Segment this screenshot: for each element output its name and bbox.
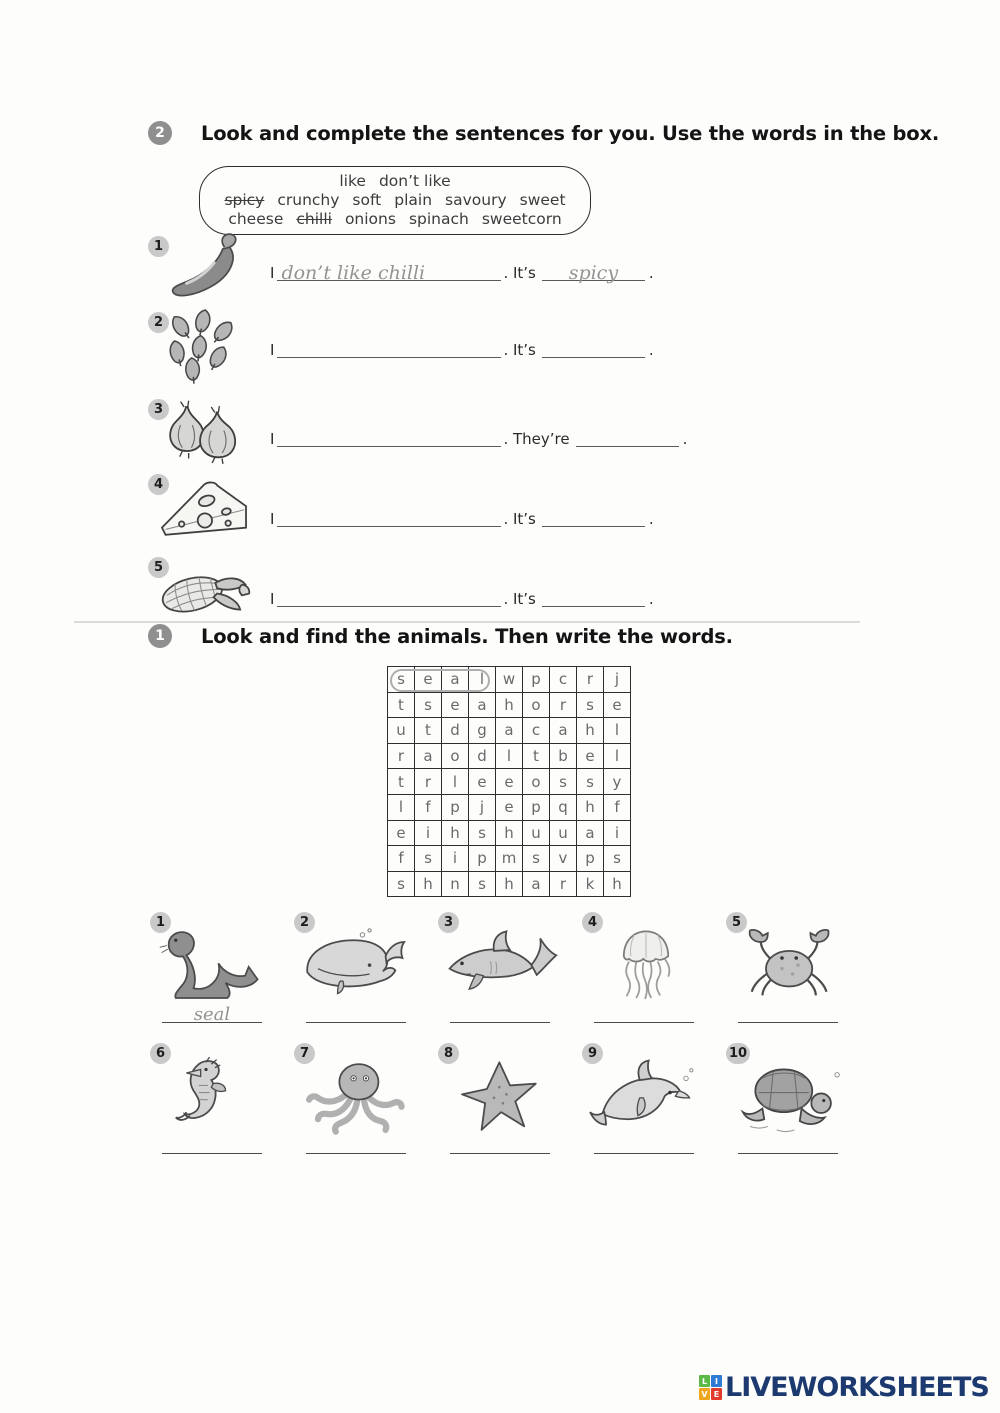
grid-cell[interactable]: m [496, 846, 523, 872]
handwritten-answer: spicy [568, 262, 619, 284]
grid-cell[interactable]: h [604, 871, 631, 897]
word-box-word: spinach [408, 209, 469, 228]
grid-cell[interactable]: p [442, 794, 469, 820]
sentence-subject: I [270, 590, 275, 608]
word-box [199, 166, 591, 235]
grid-cell[interactable]: e [496, 769, 523, 795]
grid-cell[interactable]: s [577, 769, 604, 795]
animal-number: 5 [726, 912, 747, 933]
sentence-period: . [682, 430, 688, 448]
handwritten-answer: seal [193, 1004, 231, 1025]
animal-item [428, 1043, 572, 1174]
grid-cell[interactable]: v [550, 846, 577, 872]
liveworksheets-logo-text: LIVEWORKSHEETS [725, 1372, 989, 1403]
sentence-subject: I [270, 341, 275, 359]
grid-cell[interactable]: h [496, 871, 523, 897]
word-box-row [208, 172, 582, 191]
grid-cell[interactable]: s [469, 871, 496, 897]
handwritten-answer: don’t like chilli [281, 262, 426, 284]
word-box-word: savoury [445, 190, 507, 209]
grid-cell[interactable]: s [388, 871, 415, 897]
grid-cell[interactable]: c [523, 718, 550, 744]
animal-item [572, 1043, 716, 1174]
grid-cell[interactable]: o [442, 743, 469, 769]
animal-answer-line[interactable] [450, 1008, 550, 1023]
grid-cell[interactable]: o [523, 769, 550, 795]
grid-cell[interactable]: p [523, 794, 550, 820]
sentence-subject: I [270, 264, 275, 282]
section-divider [74, 621, 860, 623]
grid-cell[interactable]: b [550, 743, 577, 769]
grid-cell[interactable]: i [604, 820, 631, 846]
turtle-image [726, 1057, 854, 1137]
sentence-period: . [648, 590, 654, 608]
grid-cell[interactable]: l [604, 743, 631, 769]
grid-cell[interactable]: w [496, 667, 523, 693]
grid-cell[interactable]: s [469, 820, 496, 846]
crab-image [726, 926, 854, 1006]
grid-cell[interactable]: l [388, 794, 415, 820]
grid-cell[interactable]: h [496, 820, 523, 846]
answer-blank-2[interactable] [542, 497, 645, 527]
onions-image [158, 398, 250, 472]
grid-cell[interactable]: e [496, 794, 523, 820]
sentence-period: . [648, 341, 654, 359]
answer-blank-1[interactable] [277, 251, 501, 284]
grid-cell[interactable]: h [442, 820, 469, 846]
liveworksheets-logo[interactable] [699, 1374, 989, 1401]
sentence-row [270, 577, 654, 607]
grid-cell[interactable]: a [550, 718, 577, 744]
grid-cell[interactable]: t [523, 743, 550, 769]
section-2-heading: Look and complete the sentences for you. Use the words in the box. [201, 122, 940, 145]
section-2-header [148, 121, 939, 145]
animal-answer-line[interactable] [594, 1139, 694, 1154]
whale-image [294, 926, 422, 1006]
answer-blank-2[interactable] [542, 577, 645, 607]
answer-blank-1[interactable] [277, 417, 501, 447]
grid-cell[interactable]: u [523, 820, 550, 846]
answer-blank-1[interactable] [277, 497, 501, 527]
grid-cell[interactable]: d [469, 743, 496, 769]
seahorse-image [150, 1057, 278, 1137]
answer-blank-1[interactable] [277, 328, 501, 358]
section-1-number-badge: 1 [148, 624, 172, 648]
jellyfish-image [582, 926, 710, 1006]
grid-cell[interactable]: a [469, 692, 496, 718]
section-1-heading: Look and find the animals. Then write the words. [201, 625, 733, 648]
food-item-number: 1 [148, 236, 169, 257]
grid-cell[interactable]: h [415, 871, 442, 897]
grid-cell[interactable]: i [415, 820, 442, 846]
grid-cell[interactable]: g [469, 718, 496, 744]
sentence-period: . [648, 510, 654, 528]
grid-cell[interactable]: t [415, 718, 442, 744]
grid-cell[interactable]: p [523, 667, 550, 693]
animal-answer-line[interactable] [738, 1139, 838, 1154]
grid-cell[interactable]: j [604, 667, 631, 693]
sentence-row [270, 497, 654, 527]
grid-cell[interactable]: a [496, 718, 523, 744]
cheese-image [154, 474, 254, 550]
sentence-subject: I [270, 430, 275, 448]
animal-item [428, 912, 572, 1043]
animal-answer-line[interactable] [306, 1139, 406, 1154]
grid-cell[interactable]: h [577, 794, 604, 820]
grid-cell[interactable]: o [523, 692, 550, 718]
shark-image [438, 926, 566, 1006]
word-box-word: onions [344, 209, 396, 228]
grid-cell[interactable]: a [523, 871, 550, 897]
logo-square-l: L [699, 1375, 710, 1387]
grid-cell[interactable]: u [388, 718, 415, 744]
animal-item [284, 912, 428, 1043]
grid-cell[interactable]: s [550, 769, 577, 795]
grid-cell[interactable]: s [577, 692, 604, 718]
word-box-word: plain [394, 190, 433, 209]
chilli-image [166, 228, 252, 306]
sentence-row [270, 251, 654, 284]
grid-cell[interactable]: r [550, 871, 577, 897]
word-box-word: cheese [228, 209, 284, 228]
grid-cell[interactable]: s [523, 846, 550, 872]
animal-item [572, 912, 716, 1043]
answer-blank-2[interactable] [542, 328, 645, 358]
animal-answer-line[interactable] [162, 1139, 262, 1154]
section-2-number-badge: 2 [148, 121, 172, 145]
starfish-image [438, 1057, 566, 1137]
grid-cell[interactable]: n [442, 871, 469, 897]
grid-cell[interactable]: r [550, 692, 577, 718]
grid-cell[interactable]: a [415, 743, 442, 769]
wordsearch-grid [387, 666, 631, 897]
food-item-number: 5 [148, 557, 169, 578]
animal-answer-line[interactable] [162, 1004, 262, 1025]
grid-cell[interactable]: e [442, 692, 469, 718]
animal-item [140, 1043, 284, 1174]
liveworksheets-logo-icon [699, 1375, 722, 1400]
grid-cell[interactable]: l [469, 667, 496, 693]
grid-cell[interactable]: i [442, 846, 469, 872]
sentence-connector: . It’s [503, 341, 536, 359]
animal-number: 1 [150, 912, 171, 933]
grid-cell[interactable]: d [442, 718, 469, 744]
animal-number: 6 [150, 1043, 171, 1064]
grid-cell[interactable]: l [442, 769, 469, 795]
animal-answer-line[interactable] [450, 1139, 550, 1154]
grid-cell[interactable]: l [604, 718, 631, 744]
word-box-word: crunchy [277, 190, 340, 209]
grid-cell[interactable]: c [550, 667, 577, 693]
sentence-connector: . It’s [503, 510, 536, 528]
grid-cell[interactable]: j [469, 794, 496, 820]
animal-answer-line[interactable] [738, 1008, 838, 1023]
sentence-connector: . They’re [503, 430, 570, 448]
animal-number: 10 [726, 1043, 750, 1064]
animal-number: 8 [438, 1043, 459, 1064]
animal-number: 7 [294, 1043, 315, 1064]
grid-cell[interactable]: u [550, 820, 577, 846]
animal-number: 3 [438, 912, 459, 933]
animal-answer-line[interactable] [594, 1008, 694, 1023]
grid-cell[interactable]: l [496, 743, 523, 769]
grid-cell[interactable]: y [604, 769, 631, 795]
word-box-word: soft [352, 190, 382, 209]
sentence-period: . [648, 264, 654, 282]
spinach-image [160, 306, 246, 390]
animal-number: 4 [582, 912, 603, 933]
animal-item [140, 912, 284, 1043]
answer-blank-1[interactable] [277, 577, 501, 607]
grid-cell[interactable]: s [415, 692, 442, 718]
grid-cell[interactable]: s [388, 667, 415, 693]
seal-circle-annotation [390, 669, 490, 692]
grid-cell[interactable]: a [577, 820, 604, 846]
grid-cell[interactable]: r [415, 769, 442, 795]
grid-cell[interactable]: t [388, 769, 415, 795]
food-item-number: 4 [148, 474, 169, 495]
grid-cell[interactable]: e [604, 692, 631, 718]
grid-cell[interactable]: f [388, 846, 415, 872]
word-box-word: chilli [296, 209, 332, 228]
grid-cell[interactable]: s [415, 846, 442, 872]
animal-answer-line[interactable] [306, 1008, 406, 1023]
word-box-row [208, 210, 582, 229]
grid-cell[interactable]: p [577, 846, 604, 872]
animal-item [284, 1043, 428, 1174]
grid-cell[interactable]: p [469, 846, 496, 872]
grid-cell[interactable]: e [577, 743, 604, 769]
animal-grid [140, 912, 860, 1174]
food-item-number: 3 [148, 399, 169, 420]
grid-cell[interactable]: h [577, 718, 604, 744]
answer-blank-2[interactable] [576, 417, 679, 447]
animal-item [716, 1043, 860, 1174]
grid-cell[interactable]: r [388, 743, 415, 769]
word-box-word: don’t like [378, 172, 451, 190]
animal-number: 2 [294, 912, 315, 933]
sentence-row [270, 328, 654, 358]
logo-square-e: E [711, 1388, 722, 1400]
word-box-word: spicy [224, 190, 265, 209]
grid-cell[interactable]: e [388, 820, 415, 846]
grid-cell[interactable]: r [577, 667, 604, 693]
sweetcorn-image [152, 558, 252, 622]
grid-cell[interactable]: f [415, 794, 442, 820]
seal-image [150, 926, 278, 1006]
word-box-word: like [339, 172, 366, 190]
grid-cell[interactable]: f [604, 794, 631, 820]
logo-square-v: V [699, 1388, 710, 1400]
octopus-image [294, 1057, 422, 1137]
word-box-row [208, 191, 582, 210]
sentence-connector: . It’s [503, 590, 536, 608]
sentence-row [270, 417, 687, 447]
answer-blank-2[interactable] [542, 251, 645, 284]
grid-cell[interactable]: s [604, 846, 631, 872]
grid-cell[interactable]: q [550, 794, 577, 820]
grid-cell[interactable]: a [442, 667, 469, 693]
sentence-connector: . It’s [503, 264, 536, 282]
grid-cell[interactable]: e [469, 769, 496, 795]
grid-cell[interactable]: t [388, 692, 415, 718]
sentence-subject: I [270, 510, 275, 528]
section-1-header [148, 624, 733, 648]
word-box-word: sweet [519, 190, 566, 209]
grid-cell[interactable]: h [496, 692, 523, 718]
word-box-word: sweetcorn [481, 209, 562, 228]
logo-square-i: I [711, 1375, 722, 1387]
grid-cell[interactable]: e [415, 667, 442, 693]
dolphin-image [582, 1057, 710, 1137]
animal-item [716, 912, 860, 1043]
food-item-number: 2 [148, 312, 169, 333]
animal-number: 9 [582, 1043, 603, 1064]
grid-cell[interactable]: k [577, 871, 604, 897]
